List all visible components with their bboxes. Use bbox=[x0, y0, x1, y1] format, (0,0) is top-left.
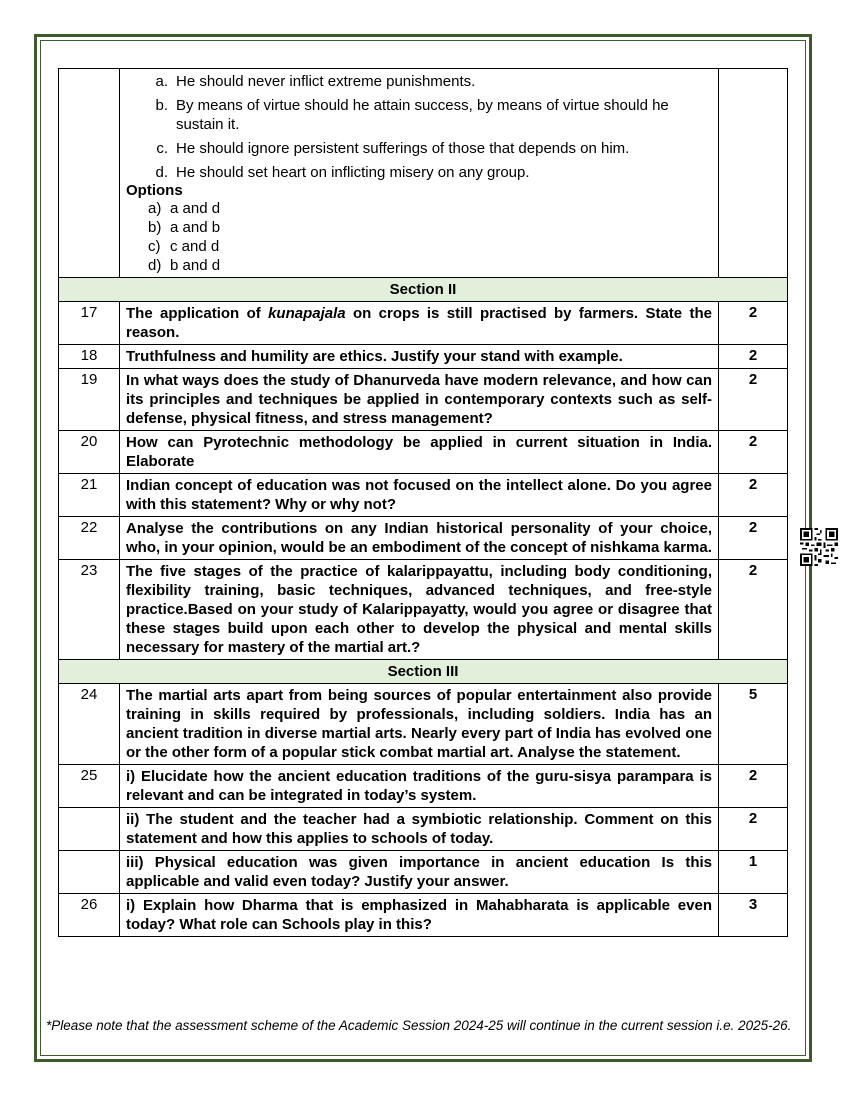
question-number-cell bbox=[59, 808, 120, 851]
marks-cell bbox=[719, 69, 788, 278]
question-number: 17 bbox=[59, 302, 120, 345]
table-row bbox=[59, 302, 788, 345]
option-item: a) a and d bbox=[148, 200, 221, 217]
carryover-question-cell bbox=[120, 69, 719, 278]
question-number: 26 bbox=[59, 894, 120, 937]
table-row bbox=[59, 431, 788, 474]
question-text: Indian concept of education was not focused on the intellect alone. Do you agree with this statement? Why or why not? bbox=[120, 474, 719, 517]
question-marks: 2 bbox=[719, 560, 788, 660]
section-header-row bbox=[59, 660, 788, 684]
question-number: 21 bbox=[59, 474, 120, 517]
question-text: iii) Physical education was given importance in ancient education Is this applicable and valid even today? Justify your answer. bbox=[120, 851, 719, 894]
question-marks: 2 bbox=[719, 431, 788, 474]
table-row bbox=[59, 851, 788, 894]
option-item: c) c and d bbox=[148, 238, 220, 255]
table-row bbox=[59, 474, 788, 517]
question-marks: 2 bbox=[719, 345, 788, 369]
statement-item: c. He should ignore persistent sufferings of those that depends on him. bbox=[156, 140, 630, 157]
question-number: 25 bbox=[59, 765, 120, 808]
question-number-cell bbox=[59, 69, 120, 278]
question-marks: 2 bbox=[719, 302, 788, 345]
question-marks: 2 bbox=[719, 808, 788, 851]
question-text: The martial arts apart from being sources of popular entertainment also provide training in skills required by professionals, including soldiers. India has an ancient tradition in diverse martial arts. Nearly every part of India has evolved one or the other form of a popular stick combat martial art. Analyse the statement. bbox=[120, 684, 719, 765]
statement-list bbox=[126, 72, 712, 182]
question-number: 24 bbox=[59, 684, 120, 765]
table-row bbox=[59, 684, 788, 765]
question-text: The five stages of the practice of kalarippayattu, including body conditioning, flexibility training, basic techniques, advanced techniques, and free-style practice.Based on your study of Kalarippayatty, would you agree or disagree that these stages build upon each other to develop the physical and mental skills necessary for mastery of the martial art.? bbox=[120, 560, 719, 660]
section-title: Section III bbox=[59, 660, 788, 684]
table-row bbox=[59, 517, 788, 560]
section-title: Section II bbox=[59, 278, 788, 302]
question-number-cell bbox=[59, 851, 120, 894]
statement-item: d. He should set heart on inflicting misery on any group. bbox=[155, 164, 530, 181]
table-row bbox=[59, 808, 788, 851]
qr-code-icon bbox=[800, 528, 838, 566]
question-marks: 2 bbox=[719, 369, 788, 431]
option-item: d) b and d bbox=[148, 257, 221, 274]
question-number: 22 bbox=[59, 517, 120, 560]
question-marks: 2 bbox=[719, 765, 788, 808]
table-row bbox=[59, 369, 788, 431]
question-text: In what ways does the study of Dhanurveda have modern relevance, and how can its principles and techniques be applied in contemporary contexts such as self-defense, physical fitness, and stress management? bbox=[120, 369, 719, 431]
question-marks: 5 bbox=[719, 684, 788, 765]
question-text: How can Pyrotechnic methodology be applied in current situation in India. Elaborate bbox=[120, 431, 719, 474]
question-text: i) Explain how Dharma that is emphasized in Mahabharata is applicable even today? What role can Schools play in this? bbox=[120, 894, 719, 937]
option-item: b) a and b bbox=[148, 219, 221, 236]
question-text: Analyse the contributions on any Indian historical personality of your choice, who, in your opinion, would be an embodiment of the concept of nishkama karma. bbox=[120, 517, 719, 560]
table-row-carryover bbox=[59, 69, 788, 278]
question-number: 18 bbox=[59, 345, 120, 369]
footer-note: *Please note that the assessment scheme of the Academic Session 2024-25 will continue in the current session i.e. 2025-26. bbox=[46, 1018, 792, 1033]
question-text: i) Elucidate how the ancient education traditions of the guru-sisya parampara is relevant and can be integrated in today’s system. bbox=[120, 765, 719, 808]
question-number: 20 bbox=[59, 431, 120, 474]
question-marks: 3 bbox=[719, 894, 788, 937]
question-number: 23 bbox=[59, 560, 120, 660]
statement-item: b. By means of virtue should he attain success, by means of virtue should he sustain it. bbox=[155, 97, 669, 133]
table-row bbox=[59, 894, 788, 937]
section-header-row bbox=[59, 278, 788, 302]
question-number: 19 bbox=[59, 369, 120, 431]
table-row bbox=[59, 345, 788, 369]
question-table bbox=[58, 68, 788, 937]
question-text: The application of kunapajala on crops is still practised by farmers. State the reason. bbox=[120, 302, 719, 345]
question-text: Truthfulness and humility are ethics. Justify your stand with example. bbox=[120, 345, 719, 369]
table-row bbox=[59, 765, 788, 808]
question-marks: 2 bbox=[719, 517, 788, 560]
table-row bbox=[59, 560, 788, 660]
question-marks: 2 bbox=[719, 474, 788, 517]
options-list bbox=[126, 199, 712, 275]
question-marks: 1 bbox=[719, 851, 788, 894]
question-text: ii) The student and the teacher had a symbiotic relationship. Comment on this statement and how this applies to schools of today. bbox=[120, 808, 719, 851]
options-heading: Options bbox=[126, 182, 183, 199]
italic-term: kunapajala bbox=[268, 305, 346, 322]
statement-item: a. He should never inflict extreme punishments. bbox=[155, 73, 476, 90]
